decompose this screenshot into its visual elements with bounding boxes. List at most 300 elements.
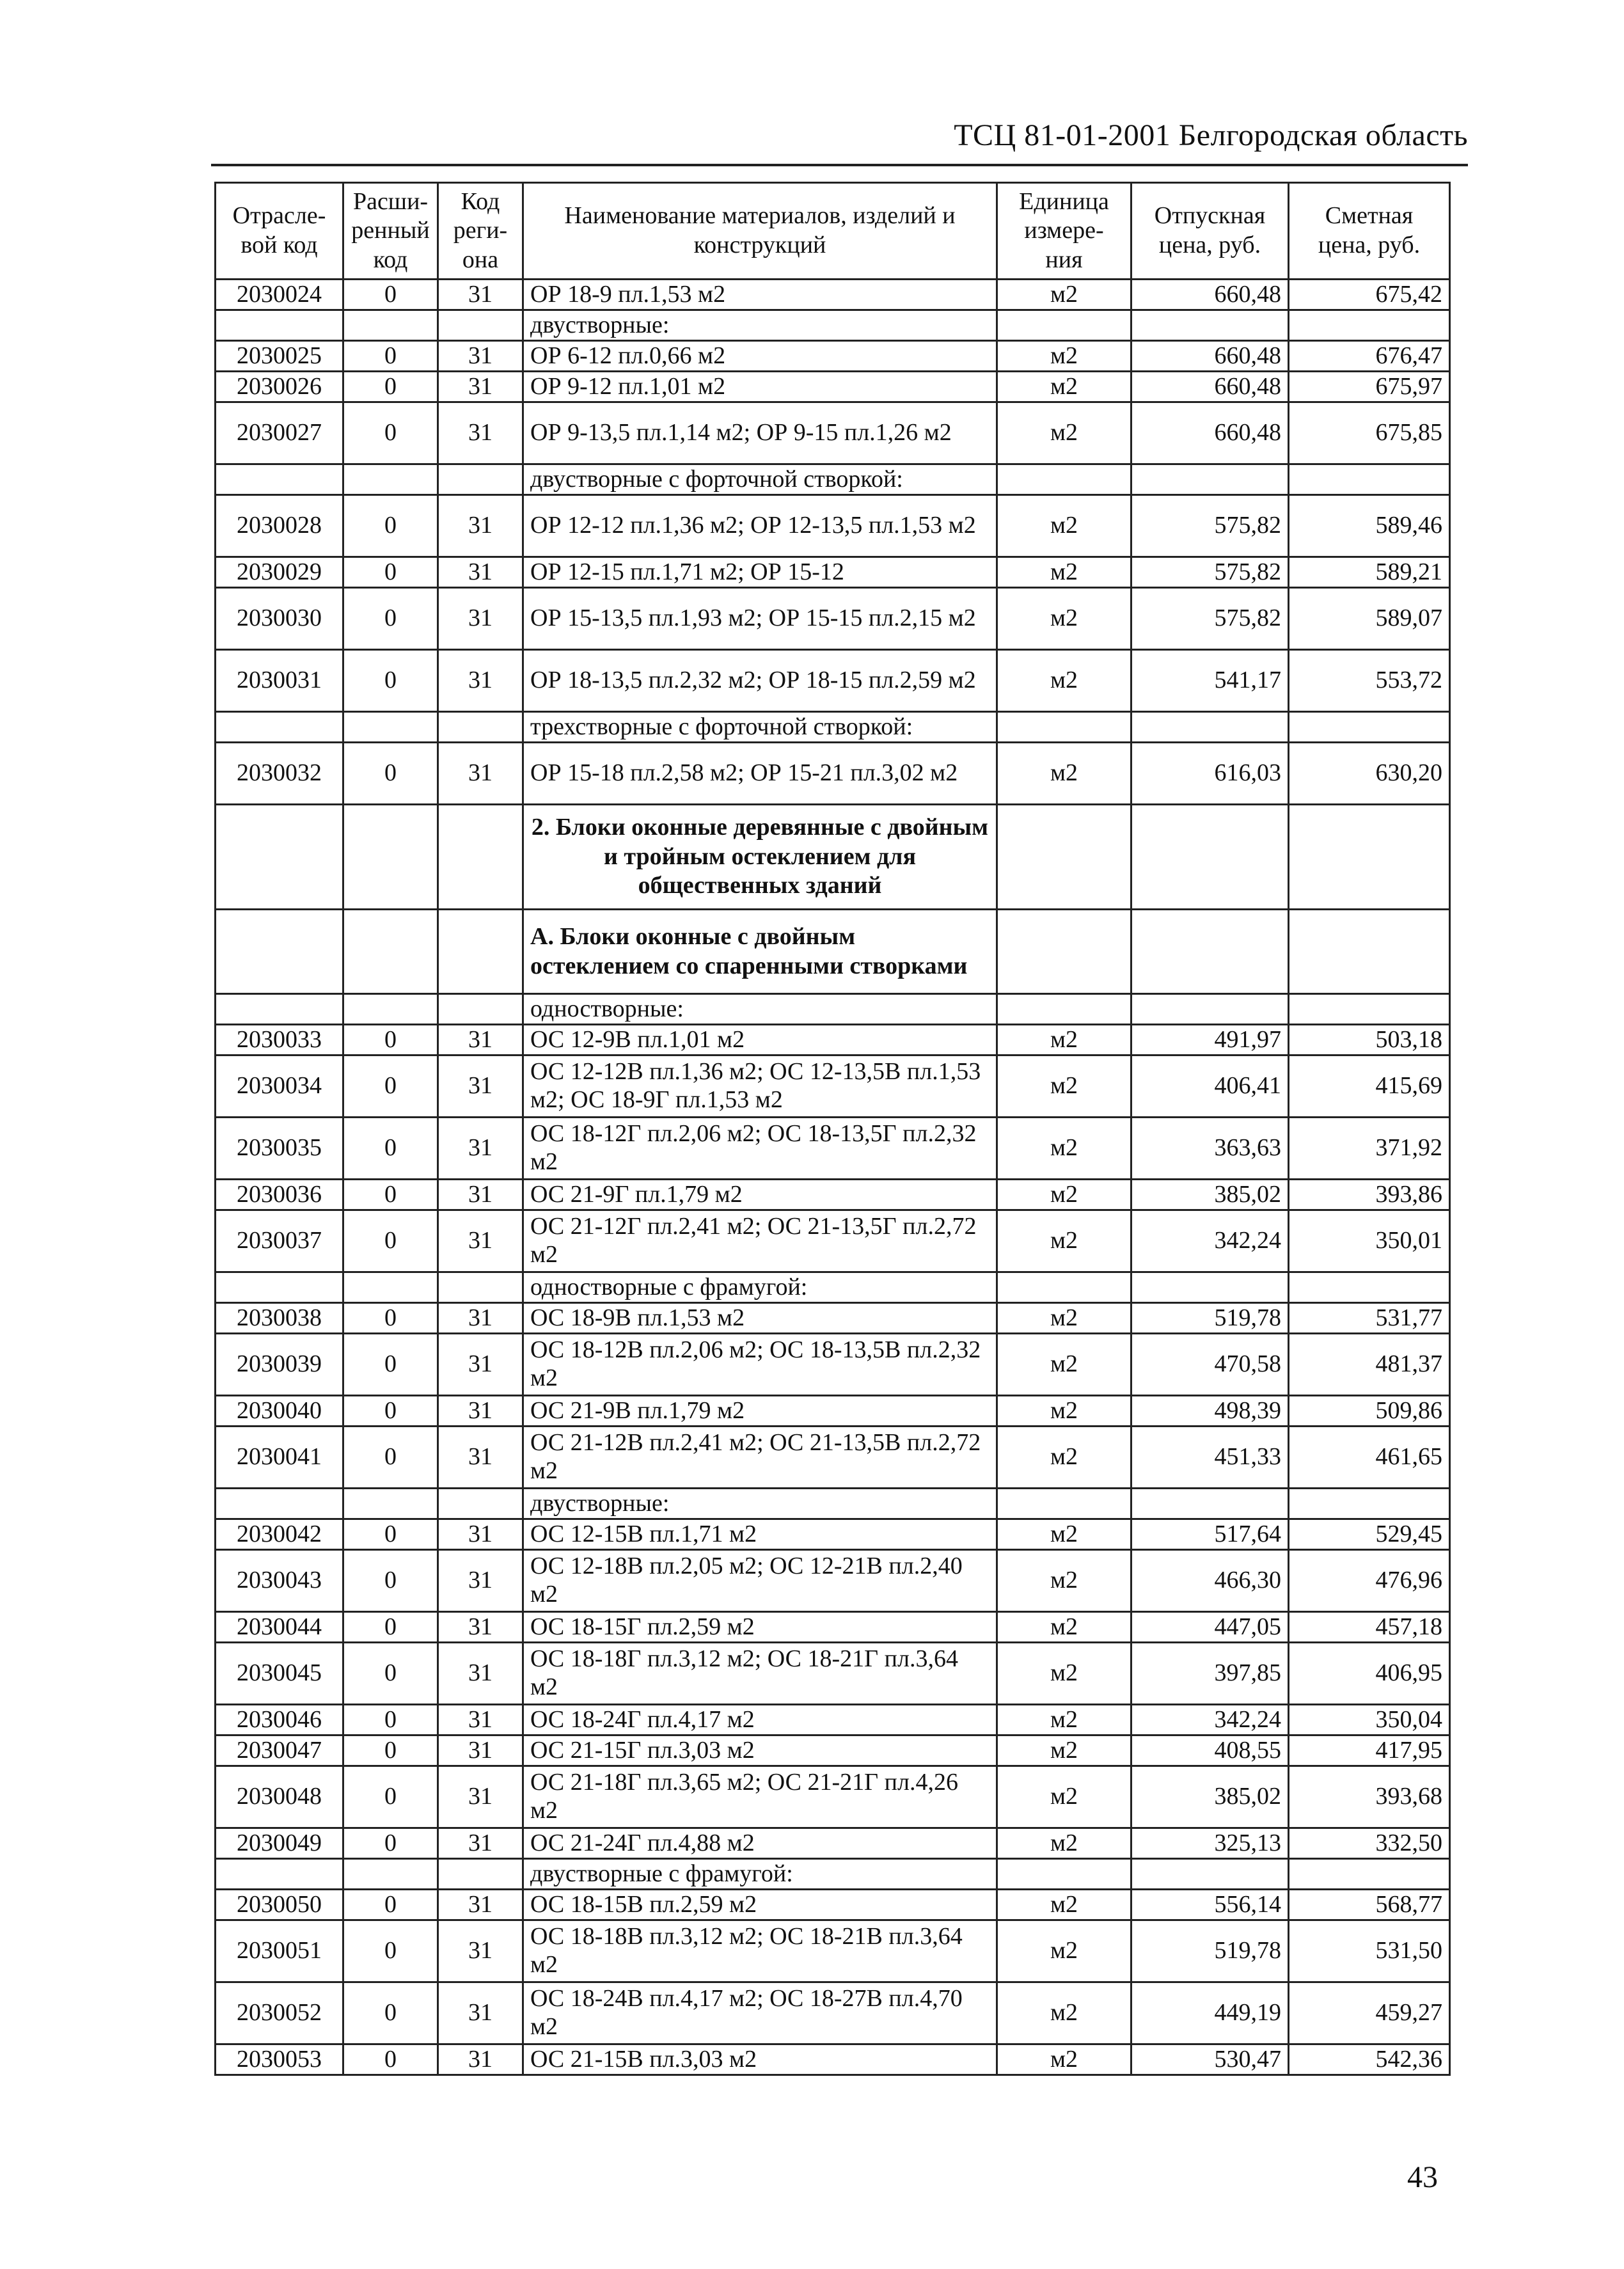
- extended-code-cell: 0: [343, 1828, 438, 1859]
- table-row: [216, 1055, 1450, 1118]
- column-header-industry-code: Отрасле- вой код: [216, 183, 343, 280]
- empty-cell: [1131, 1272, 1289, 1303]
- release-price-cell: 385,02: [1131, 1766, 1289, 1828]
- region-code-cell: 31: [438, 1396, 523, 1427]
- empty-cell: [343, 994, 438, 1025]
- release-price-cell: 466,30: [1131, 1550, 1289, 1612]
- region-code-cell: 31: [438, 1828, 523, 1859]
- release-price-cell: 575,82: [1131, 495, 1289, 557]
- industry-code-cell: 2030037: [216, 1210, 343, 1272]
- unit-cell: м2: [997, 1519, 1131, 1550]
- extended-code-cell: 0: [343, 280, 438, 310]
- estimate-price-cell: 459,27: [1289, 1982, 1450, 2044]
- release-price-cell: 575,82: [1131, 588, 1289, 650]
- unit-cell: м2: [997, 1025, 1131, 1055]
- empty-cell: [216, 1272, 343, 1303]
- table-row: [216, 1890, 1450, 1920]
- release-price-cell: 408,55: [1131, 1735, 1289, 1766]
- table-row: [216, 1334, 1450, 1396]
- extended-code-cell: 0: [343, 1705, 438, 1735]
- table-body: [216, 280, 1450, 2075]
- industry-code-cell: 2030030: [216, 588, 343, 650]
- estimate-price-cell: 553,72: [1289, 650, 1450, 712]
- extended-code-cell: 0: [343, 1180, 438, 1210]
- empty-cell: [216, 910, 343, 994]
- region-code-cell: 31: [438, 2044, 523, 2075]
- material-name-cell: ОС 21-9Г пл.1,79 м2: [523, 1180, 997, 1210]
- group-heading-row: [216, 712, 1450, 743]
- group-heading-row: [216, 1859, 1450, 1890]
- unit-cell: м2: [997, 1396, 1131, 1427]
- region-code-cell: 31: [438, 341, 523, 372]
- empty-cell: [216, 994, 343, 1025]
- estimate-price-cell: 481,37: [1289, 1334, 1450, 1396]
- industry-code-cell: 2030034: [216, 1055, 343, 1118]
- empty-cell: [997, 464, 1131, 495]
- table-row: [216, 1705, 1450, 1735]
- group-heading-row: [216, 1489, 1450, 1519]
- table-row: [216, 1303, 1450, 1334]
- release-price-cell: 342,24: [1131, 1210, 1289, 1272]
- empty-cell: [343, 712, 438, 743]
- region-code-cell: 31: [438, 1890, 523, 1920]
- section-heading-row: [216, 805, 1450, 910]
- estimate-price-cell: 350,04: [1289, 1705, 1450, 1735]
- table-row: [216, 372, 1450, 402]
- extended-code-cell: 0: [343, 743, 438, 805]
- material-name-cell: ОС 18-24Г пл.4,17 м2: [523, 1705, 997, 1735]
- estimate-price-cell: 676,47: [1289, 341, 1450, 372]
- extended-code-cell: 0: [343, 1025, 438, 1055]
- region-code-cell: 31: [438, 1180, 523, 1210]
- region-code-cell: 31: [438, 495, 523, 557]
- release-price-cell: 556,14: [1131, 1890, 1289, 1920]
- extended-code-cell: 0: [343, 1303, 438, 1334]
- release-price-cell: 575,82: [1131, 557, 1289, 588]
- empty-cell: [438, 1489, 523, 1519]
- unit-cell: м2: [997, 1118, 1131, 1180]
- estimate-price-cell: 589,46: [1289, 495, 1450, 557]
- unit-cell: м2: [997, 1612, 1131, 1643]
- table-row: [216, 1828, 1450, 1859]
- industry-code-cell: 2030029: [216, 557, 343, 588]
- unit-cell: м2: [997, 2044, 1131, 2075]
- table-row: [216, 1766, 1450, 1828]
- group-heading-cell: одностворные:: [523, 994, 997, 1025]
- empty-cell: [1131, 910, 1289, 994]
- subsection-heading-cell: А. Блоки оконные с двойным остеклением со спаренными створками: [523, 910, 997, 994]
- estimate-price-cell: 529,45: [1289, 1519, 1450, 1550]
- unit-cell: м2: [997, 588, 1131, 650]
- release-price-cell: 406,41: [1131, 1055, 1289, 1118]
- empty-cell: [343, 310, 438, 341]
- empty-cell: [1131, 712, 1289, 743]
- table-row: [216, 1396, 1450, 1427]
- estimate-price-cell: 675,97: [1289, 372, 1450, 402]
- column-header-estimate-price: Сметная цена, руб.: [1289, 183, 1450, 280]
- estimate-price-cell: 531,50: [1289, 1920, 1450, 1982]
- extended-code-cell: 0: [343, 495, 438, 557]
- region-code-cell: 31: [438, 1334, 523, 1396]
- region-code-cell: 31: [438, 588, 523, 650]
- unit-cell: м2: [997, 1427, 1131, 1489]
- material-name-cell: ОС 18-12В пл.2,06 м2; ОС 18-13,5В пл.2,32 м2: [523, 1334, 997, 1396]
- table-row: [216, 1210, 1450, 1272]
- empty-cell: [1131, 1859, 1289, 1890]
- estimate-price-cell: 675,85: [1289, 402, 1450, 464]
- empty-cell: [997, 712, 1131, 743]
- estimate-price-cell: 393,86: [1289, 1180, 1450, 1210]
- region-code-cell: 31: [438, 1118, 523, 1180]
- empty-cell: [1289, 310, 1450, 341]
- table-row: [216, 1643, 1450, 1705]
- industry-code-cell: 2030045: [216, 1643, 343, 1705]
- region-code-cell: 31: [438, 557, 523, 588]
- unit-cell: м2: [997, 1982, 1131, 2044]
- empty-cell: [216, 310, 343, 341]
- unit-cell: м2: [997, 557, 1131, 588]
- material-name-cell: ОР 9-13,5 пл.1,14 м2; ОР 9-15 пл.1,26 м2: [523, 402, 997, 464]
- empty-cell: [438, 910, 523, 994]
- release-price-cell: 363,63: [1131, 1118, 1289, 1180]
- empty-cell: [1131, 1489, 1289, 1519]
- material-name-cell: ОР 12-15 пл.1,71 м2; ОР 15-12: [523, 557, 997, 588]
- region-code-cell: 31: [438, 1550, 523, 1612]
- unit-cell: м2: [997, 1550, 1131, 1612]
- extended-code-cell: 0: [343, 1890, 438, 1920]
- industry-code-cell: 2030031: [216, 650, 343, 712]
- release-price-cell: 660,48: [1131, 372, 1289, 402]
- material-name-cell: ОР 15-13,5 пл.1,93 м2; ОР 15-15 пл.2,15 м2: [523, 588, 997, 650]
- group-heading-row: [216, 310, 1450, 341]
- release-price-cell: 449,19: [1131, 1982, 1289, 2044]
- extended-code-cell: 0: [343, 341, 438, 372]
- page-number: 43: [1407, 2160, 1438, 2194]
- empty-cell: [997, 994, 1131, 1025]
- industry-code-cell: 2030040: [216, 1396, 343, 1427]
- empty-cell: [1131, 994, 1289, 1025]
- industry-code-cell: 2030039: [216, 1334, 343, 1396]
- material-name-cell: ОС 12-12В пл.1,36 м2; ОС 12-13,5В пл.1,53 м2; ОС 18-9Г пл.1,53 м2: [523, 1055, 997, 1118]
- subsection-heading-row: [216, 910, 1450, 994]
- material-name-cell: ОС 21-18Г пл.3,65 м2; ОС 21-21Г пл.4,26 м2: [523, 1766, 997, 1828]
- group-heading-row: [216, 464, 1450, 495]
- industry-code-cell: 2030044: [216, 1612, 343, 1643]
- estimate-price-cell: 332,50: [1289, 1828, 1450, 1859]
- material-name-cell: ОС 21-15В пл.3,03 м2: [523, 2044, 997, 2075]
- material-name-cell: ОС 18-12Г пл.2,06 м2; ОС 18-13,5Г пл.2,32 м2: [523, 1118, 997, 1180]
- estimate-price-cell: 531,77: [1289, 1303, 1450, 1334]
- release-price-cell: 660,48: [1131, 341, 1289, 372]
- estimate-price-cell: 461,65: [1289, 1427, 1450, 1489]
- empty-cell: [1289, 712, 1450, 743]
- release-price-cell: 451,33: [1131, 1427, 1289, 1489]
- industry-code-cell: 2030049: [216, 1828, 343, 1859]
- estimate-price-cell: 417,95: [1289, 1735, 1450, 1766]
- release-price-cell: 491,97: [1131, 1025, 1289, 1055]
- material-name-cell: ОР 12-12 пл.1,36 м2; ОР 12-13,5 пл.1,53 м2: [523, 495, 997, 557]
- empty-cell: [1289, 805, 1450, 910]
- release-price-cell: 385,02: [1131, 1180, 1289, 1210]
- empty-cell: [438, 805, 523, 910]
- extended-code-cell: 0: [343, 1612, 438, 1643]
- unit-cell: м2: [997, 495, 1131, 557]
- industry-code-cell: 2030025: [216, 341, 343, 372]
- table-row: [216, 557, 1450, 588]
- empty-cell: [1289, 910, 1450, 994]
- extended-code-cell: 0: [343, 1920, 438, 1982]
- unit-cell: м2: [997, 1828, 1131, 1859]
- release-price-cell: 342,24: [1131, 1705, 1289, 1735]
- material-name-cell: ОС 21-15Г пл.3,03 м2: [523, 1735, 997, 1766]
- unit-cell: м2: [997, 650, 1131, 712]
- table-row: [216, 1982, 1450, 2044]
- empty-cell: [438, 1859, 523, 1890]
- empty-cell: [216, 464, 343, 495]
- unit-cell: м2: [997, 743, 1131, 805]
- industry-code-cell: 2030050: [216, 1890, 343, 1920]
- material-name-cell: ОС 21-12В пл.2,41 м2; ОС 21-13,5В пл.2,72 м2: [523, 1427, 997, 1489]
- empty-cell: [216, 805, 343, 910]
- release-price-cell: 447,05: [1131, 1612, 1289, 1643]
- extended-code-cell: 0: [343, 1396, 438, 1427]
- region-code-cell: 31: [438, 1519, 523, 1550]
- estimate-price-cell: 503,18: [1289, 1025, 1450, 1055]
- table-row: [216, 1180, 1450, 1210]
- group-heading-cell: трехстворные с форточной створкой:: [523, 712, 997, 743]
- material-name-cell: ОС 12-9В пл.1,01 м2: [523, 1025, 997, 1055]
- empty-cell: [343, 1272, 438, 1303]
- table-header-row: [216, 183, 1450, 280]
- industry-code-cell: 2030051: [216, 1920, 343, 1982]
- column-header-extended-code: Расши- ренный код: [343, 183, 438, 280]
- price-table: [214, 182, 1451, 2076]
- estimate-price-cell: 675,42: [1289, 280, 1450, 310]
- empty-cell: [216, 1489, 343, 1519]
- table-row: [216, 1118, 1450, 1180]
- empty-cell: [1289, 1272, 1450, 1303]
- estimate-price-cell: 589,21: [1289, 557, 1450, 588]
- unit-cell: м2: [997, 1643, 1131, 1705]
- material-name-cell: ОР 6-12 пл.0,66 м2: [523, 341, 997, 372]
- material-name-cell: ОР 15-18 пл.2,58 м2; ОР 15-21 пл.3,02 м2: [523, 743, 997, 805]
- document-header-title: ТСЦ 81-01-2001 Белгородская область: [954, 118, 1468, 152]
- estimate-price-cell: 350,01: [1289, 1210, 1450, 1272]
- extended-code-cell: 0: [343, 1519, 438, 1550]
- region-code-cell: 31: [438, 1427, 523, 1489]
- material-name-cell: ОС 21-9В пл.1,79 м2: [523, 1396, 997, 1427]
- industry-code-cell: 2030043: [216, 1550, 343, 1612]
- region-code-cell: 31: [438, 1982, 523, 2044]
- empty-cell: [1131, 805, 1289, 910]
- region-code-cell: 31: [438, 1643, 523, 1705]
- industry-code-cell: 2030027: [216, 402, 343, 464]
- unit-cell: м2: [997, 280, 1131, 310]
- empty-cell: [997, 1859, 1131, 1890]
- extended-code-cell: 0: [343, 1055, 438, 1118]
- empty-cell: [438, 712, 523, 743]
- unit-cell: м2: [997, 1180, 1131, 1210]
- unit-cell: м2: [997, 1890, 1131, 1920]
- industry-code-cell: 2030038: [216, 1303, 343, 1334]
- estimate-price-cell: 457,18: [1289, 1612, 1450, 1643]
- column-header-material-name: Наименование материалов, изделий и конструкций: [523, 183, 997, 280]
- material-name-cell: ОС 12-15В пл.1,71 м2: [523, 1519, 997, 1550]
- material-name-cell: ОР 9-12 пл.1,01 м2: [523, 372, 997, 402]
- release-price-cell: 397,85: [1131, 1643, 1289, 1705]
- extended-code-cell: 0: [343, 1766, 438, 1828]
- empty-cell: [343, 464, 438, 495]
- table-row: [216, 1025, 1450, 1055]
- table-row: [216, 495, 1450, 557]
- material-name-cell: ОР 18-13,5 пл.2,32 м2; ОР 18-15 пл.2,59 м2: [523, 650, 997, 712]
- group-heading-cell: двустворные с фрамугой:: [523, 1859, 997, 1890]
- estimate-price-cell: 406,95: [1289, 1643, 1450, 1705]
- extended-code-cell: 0: [343, 2044, 438, 2075]
- industry-code-cell: 2030036: [216, 1180, 343, 1210]
- industry-code-cell: 2030052: [216, 1982, 343, 2044]
- extended-code-cell: 0: [343, 650, 438, 712]
- release-price-cell: 519,78: [1131, 1303, 1289, 1334]
- empty-cell: [1289, 1489, 1450, 1519]
- empty-cell: [216, 1859, 343, 1890]
- industry-code-cell: 2030048: [216, 1766, 343, 1828]
- release-price-cell: 498,39: [1131, 1396, 1289, 1427]
- table-row: [216, 1550, 1450, 1612]
- release-price-cell: 660,48: [1131, 402, 1289, 464]
- empty-cell: [1131, 310, 1289, 341]
- unit-cell: м2: [997, 1210, 1131, 1272]
- material-name-cell: ОС 12-18В пл.2,05 м2; ОС 12-21В пл.2,40 м2: [523, 1550, 997, 1612]
- empty-cell: [1131, 464, 1289, 495]
- extended-code-cell: 0: [343, 1118, 438, 1180]
- industry-code-cell: 2030028: [216, 495, 343, 557]
- release-price-cell: 517,64: [1131, 1519, 1289, 1550]
- extended-code-cell: 0: [343, 1735, 438, 1766]
- empty-cell: [438, 994, 523, 1025]
- release-price-cell: 660,48: [1131, 280, 1289, 310]
- unit-cell: м2: [997, 1334, 1131, 1396]
- material-name-cell: ОС 18-24В пл.4,17 м2; ОС 18-27В пл.4,70 м2: [523, 1982, 997, 2044]
- table-row: [216, 650, 1450, 712]
- region-code-cell: 31: [438, 280, 523, 310]
- extended-code-cell: 0: [343, 1427, 438, 1489]
- region-code-cell: 31: [438, 650, 523, 712]
- table-row: [216, 1612, 1450, 1643]
- region-code-cell: 31: [438, 1612, 523, 1643]
- industry-code-cell: 2030032: [216, 743, 343, 805]
- material-name-cell: ОС 18-15В пл.2,59 м2: [523, 1890, 997, 1920]
- release-price-cell: 541,17: [1131, 650, 1289, 712]
- region-code-cell: 31: [438, 743, 523, 805]
- region-code-cell: 31: [438, 1766, 523, 1828]
- industry-code-cell: 2030035: [216, 1118, 343, 1180]
- header-divider: [211, 164, 1468, 166]
- region-code-cell: 31: [438, 1705, 523, 1735]
- extended-code-cell: 0: [343, 1334, 438, 1396]
- estimate-price-cell: 509,86: [1289, 1396, 1450, 1427]
- extended-code-cell: 0: [343, 588, 438, 650]
- industry-code-cell: 2030033: [216, 1025, 343, 1055]
- extended-code-cell: 0: [343, 1643, 438, 1705]
- region-code-cell: 31: [438, 372, 523, 402]
- group-heading-cell: двустворные:: [523, 1489, 997, 1519]
- industry-code-cell: 2030041: [216, 1427, 343, 1489]
- unit-cell: м2: [997, 1705, 1131, 1735]
- group-heading-cell: одностворные с фрамугой:: [523, 1272, 997, 1303]
- table-row: [216, 2044, 1450, 2075]
- unit-cell: м2: [997, 1920, 1131, 1982]
- region-code-cell: 31: [438, 1303, 523, 1334]
- material-name-cell: ОС 18-9В пл.1,53 м2: [523, 1303, 997, 1334]
- release-price-cell: 530,47: [1131, 2044, 1289, 2075]
- industry-code-cell: 2030046: [216, 1705, 343, 1735]
- industry-code-cell: 2030026: [216, 372, 343, 402]
- material-name-cell: ОС 18-18В пл.3,12 м2; ОС 18-21В пл.3,64 м2: [523, 1920, 997, 1982]
- empty-cell: [1289, 1859, 1450, 1890]
- unit-cell: м2: [997, 341, 1131, 372]
- empty-cell: [343, 910, 438, 994]
- empty-cell: [343, 1859, 438, 1890]
- material-name-cell: ОС 21-12Г пл.2,41 м2; ОС 21-13,5Г пл.2,72 м2: [523, 1210, 997, 1272]
- table-row: [216, 1519, 1450, 1550]
- estimate-price-cell: 371,92: [1289, 1118, 1450, 1180]
- material-name-cell: ОС 18-18Г пл.3,12 м2; ОС 18-21Г пл.3,64 м2: [523, 1643, 997, 1705]
- empty-cell: [997, 805, 1131, 910]
- unit-cell: м2: [997, 372, 1131, 402]
- estimate-price-cell: 589,07: [1289, 588, 1450, 650]
- extended-code-cell: 0: [343, 1982, 438, 2044]
- empty-cell: [1289, 464, 1450, 495]
- table-row: [216, 588, 1450, 650]
- industry-code-cell: 2030053: [216, 2044, 343, 2075]
- empty-cell: [216, 712, 343, 743]
- table-row: [216, 402, 1450, 464]
- column-header-unit: Единица измере- ния: [997, 183, 1131, 280]
- table-row: [216, 1427, 1450, 1489]
- empty-cell: [997, 1272, 1131, 1303]
- unit-cell: м2: [997, 1055, 1131, 1118]
- industry-code-cell: 2030047: [216, 1735, 343, 1766]
- table-row: [216, 341, 1450, 372]
- industry-code-cell: 2030024: [216, 280, 343, 310]
- column-header-region-code: Код реги- она: [438, 183, 523, 280]
- section-heading-cell: 2. Блоки оконные деревянные с двойным и тройным остеклением для общественных зданий: [523, 805, 997, 910]
- estimate-price-cell: 630,20: [1289, 743, 1450, 805]
- region-code-cell: 31: [438, 402, 523, 464]
- release-price-cell: 519,78: [1131, 1920, 1289, 1982]
- empty-cell: [438, 1272, 523, 1303]
- extended-code-cell: 0: [343, 1210, 438, 1272]
- group-heading-row: [216, 1272, 1450, 1303]
- estimate-price-cell: 542,36: [1289, 2044, 1450, 2075]
- extended-code-cell: 0: [343, 372, 438, 402]
- group-heading-row: [216, 994, 1450, 1025]
- empty-cell: [1289, 994, 1450, 1025]
- unit-cell: м2: [997, 1735, 1131, 1766]
- table-row: [216, 1735, 1450, 1766]
- empty-cell: [438, 464, 523, 495]
- column-header-release-price: Отпускная цена, руб.: [1131, 183, 1289, 280]
- table-row: [216, 280, 1450, 310]
- empty-cell: [997, 310, 1131, 341]
- industry-code-cell: 2030042: [216, 1519, 343, 1550]
- region-code-cell: 31: [438, 1920, 523, 1982]
- region-code-cell: 31: [438, 1735, 523, 1766]
- table-row: [216, 743, 1450, 805]
- region-code-cell: 31: [438, 1210, 523, 1272]
- extended-code-cell: 0: [343, 557, 438, 588]
